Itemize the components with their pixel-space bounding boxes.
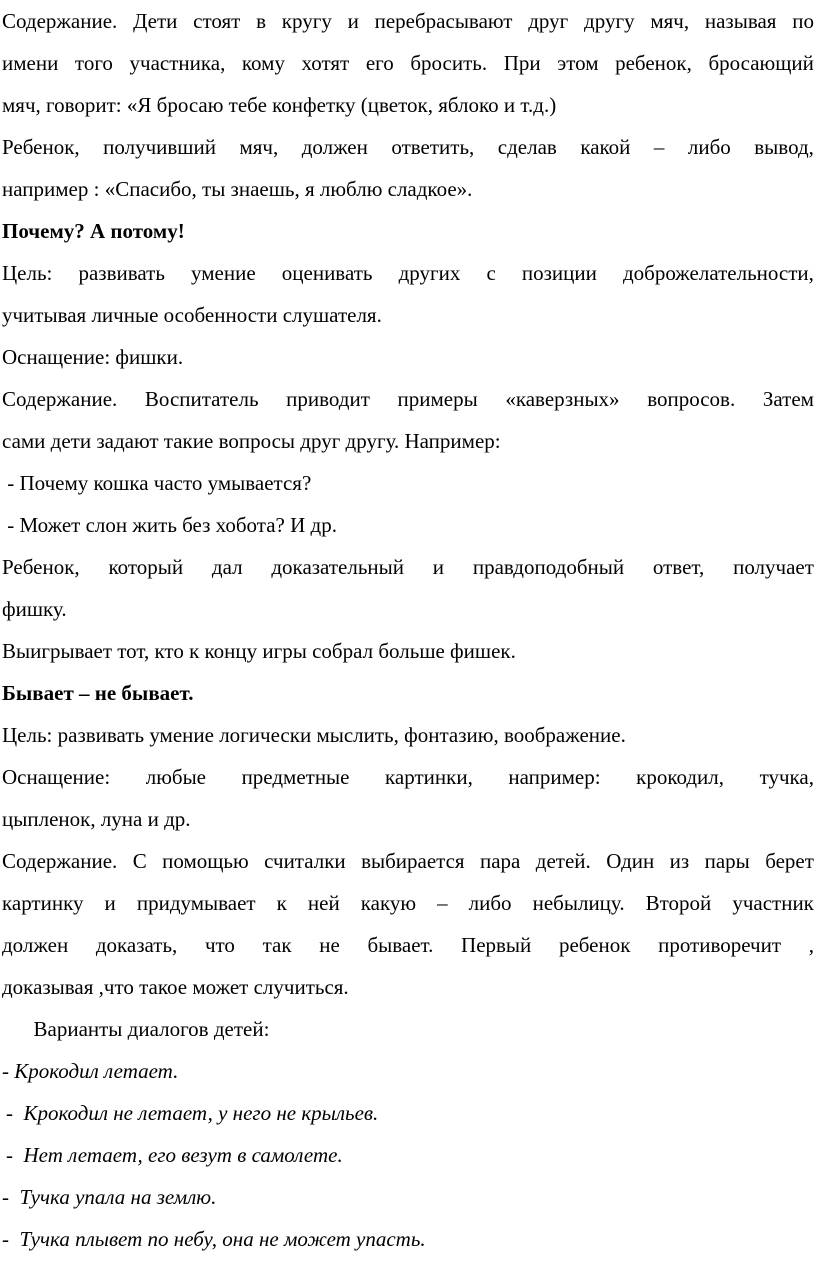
list-item: - Может слон жить без хобота? И др. <box>2 513 337 537</box>
paragraph-line <box>2 546 814 588</box>
word: бросающий <box>708 51 814 75</box>
word: любые <box>145 765 207 789</box>
paragraph-line: доказывая ,что такое может случиться. <box>2 975 349 999</box>
word: доказательный <box>271 555 404 579</box>
word: и <box>104 891 116 915</box>
word: например: <box>508 765 601 789</box>
word: из <box>669 849 690 873</box>
word: какую <box>360 891 417 915</box>
word: Содержание. <box>2 849 118 873</box>
word: участник <box>732 891 814 915</box>
word: и <box>347 9 359 33</box>
dialogue-dash: - <box>6 1101 19 1125</box>
word: кому <box>241 51 285 75</box>
word: стоят <box>193 9 241 33</box>
paragraph-line: учитывая личные особенности слушателя. <box>2 303 382 327</box>
word: При <box>503 51 541 75</box>
dialogue-line <box>6 1092 816 1134</box>
dialogue-text: Крокодил не летает, у него не крыльев. <box>18 1101 379 1125</box>
section-heading: Бывает – не бывает. <box>2 681 194 705</box>
dialogue-dash: - <box>2 1227 15 1251</box>
paragraph-line <box>2 42 814 84</box>
dialogue-text: Тучка плывет по небу, она не может упасть. <box>14 1227 426 1251</box>
dialogue-line <box>2 1176 814 1218</box>
word: приводит <box>286 387 370 411</box>
word: перебрасывают <box>374 9 513 33</box>
dialogue-dash: - <box>6 1143 19 1167</box>
dialogue-line <box>2 1050 814 1092</box>
paragraph-line: мяч, говорит: «Я бросаю тебе конфетку (цветок, яблоко и т.д.) <box>2 93 557 117</box>
dialogue-text: Тучка упала на землю. <box>14 1185 217 1209</box>
section-heading: Почему? А потому! <box>2 219 185 243</box>
word: либо <box>468 891 512 915</box>
word: должен <box>301 135 368 159</box>
paragraph-line <box>2 0 814 42</box>
word: – <box>653 135 665 159</box>
paragraph-line <box>2 126 814 168</box>
word: что <box>204 933 235 957</box>
dialogue-intro: Варианты диалогов детей: <box>2 1017 270 1041</box>
word: хотят <box>301 51 350 75</box>
word: ответить, <box>391 135 475 159</box>
paragraph-line: Цель: развивать умение логически мыслить, фонтазию, воображение. <box>2 723 626 747</box>
word: «каверзных» <box>505 387 620 411</box>
word: считалки <box>264 849 346 873</box>
word: предметные <box>241 765 350 789</box>
word: Ребенок, <box>2 135 80 159</box>
word: ребенок, <box>615 51 692 75</box>
word: крокодил, <box>636 765 725 789</box>
dialogue-text: Нет летает, его везут в самолете. <box>18 1143 343 1167</box>
word: берет <box>765 849 814 873</box>
word: бросить. <box>410 51 488 75</box>
dialogue-dash: - <box>2 1185 15 1209</box>
word: детей. <box>535 849 591 873</box>
word: примеры <box>397 387 478 411</box>
word: позиции <box>521 261 597 285</box>
word: и <box>432 555 445 579</box>
word: Воспитатель <box>144 387 259 411</box>
word: либо <box>687 135 731 159</box>
word: других <box>398 261 461 285</box>
word: какой <box>580 135 631 159</box>
word: вопросов. <box>647 387 736 411</box>
paragraph-line <box>2 882 814 924</box>
word: получает <box>733 555 814 579</box>
word: доказать, <box>95 933 178 957</box>
word: Содержание. <box>2 387 118 411</box>
word: другу <box>584 9 635 33</box>
word: Цель: <box>2 261 53 285</box>
word: пара <box>480 849 521 873</box>
paragraph-line <box>2 378 814 420</box>
paragraph-line: фишку. <box>2 597 67 621</box>
word: небылицу. <box>532 891 625 915</box>
dialogue-line <box>2 1218 814 1260</box>
word: С <box>132 849 147 873</box>
word: умение <box>191 261 256 285</box>
word: помощью <box>162 849 249 873</box>
dialogue-text: Крокодил летает. <box>14 1059 179 1083</box>
word: называя <box>704 9 777 33</box>
word: пары <box>704 849 750 873</box>
word: друг <box>528 9 569 33</box>
paragraph-line <box>2 252 814 294</box>
word: должен <box>2 933 69 957</box>
paragraph-line: например : «Спасибо, ты знаешь, я люблю сладкое». <box>2 177 473 201</box>
word: тучка, <box>759 765 814 789</box>
word: кругу <box>281 9 332 33</box>
word: Ребенок, <box>2 555 80 579</box>
word: дал <box>211 555 243 579</box>
word: противоречит <box>658 933 782 957</box>
paragraph-line <box>2 840 814 882</box>
word: Один <box>606 849 655 873</box>
word: выбирается <box>361 849 465 873</box>
word: в <box>256 9 267 33</box>
word: получивший <box>103 135 216 159</box>
word: так <box>262 933 292 957</box>
word: правдоподобный <box>472 555 625 579</box>
word: оценивать <box>281 261 373 285</box>
dialogue-dash: - <box>2 1059 15 1083</box>
word: Дети <box>133 9 178 33</box>
word: этом <box>557 51 599 75</box>
word: Затем <box>762 387 814 411</box>
word: , <box>808 933 814 957</box>
word: картинку <box>2 891 84 915</box>
word: – <box>437 891 448 915</box>
word: имени <box>2 51 59 75</box>
word: который <box>108 555 184 579</box>
word: мяч, <box>650 9 690 33</box>
word: по <box>792 9 814 33</box>
word: его <box>365 51 394 75</box>
word: с <box>486 261 496 285</box>
paragraph-line <box>2 924 814 966</box>
word: придумывает <box>136 891 256 915</box>
word: участника, <box>129 51 226 75</box>
dialogue-line <box>6 1134 816 1176</box>
paragraph-line: Оснащение: фишки. <box>2 345 184 369</box>
list-item: - Почему кошка часто умывается? <box>2 471 312 495</box>
word: мяч, <box>239 135 279 159</box>
word: ней <box>307 891 340 915</box>
word: сделав <box>497 135 557 159</box>
word: не <box>319 933 340 957</box>
word: развивать <box>78 261 165 285</box>
word: Первый <box>461 933 532 957</box>
word: к <box>276 891 287 915</box>
word: ответ, <box>652 555 705 579</box>
paragraph-line: Выигрывает тот, кто к концу игры собрал больше фишек. <box>2 639 516 663</box>
word: бывает. <box>367 933 434 957</box>
word: картинки, <box>385 765 473 789</box>
paragraph-line <box>2 756 814 798</box>
word: того <box>74 51 113 75</box>
word: доброжелательности, <box>622 261 814 285</box>
word: Оснащение: <box>2 765 111 789</box>
paragraph-line: цыпленок, луна и др. <box>2 807 191 831</box>
paragraph-line: сами дети задают такие вопросы друг другу. Например: <box>2 429 501 453</box>
word: Второй <box>645 891 712 915</box>
word: Содержание. <box>2 9 118 33</box>
word: ребенок <box>558 933 631 957</box>
word: вывод, <box>754 135 814 159</box>
